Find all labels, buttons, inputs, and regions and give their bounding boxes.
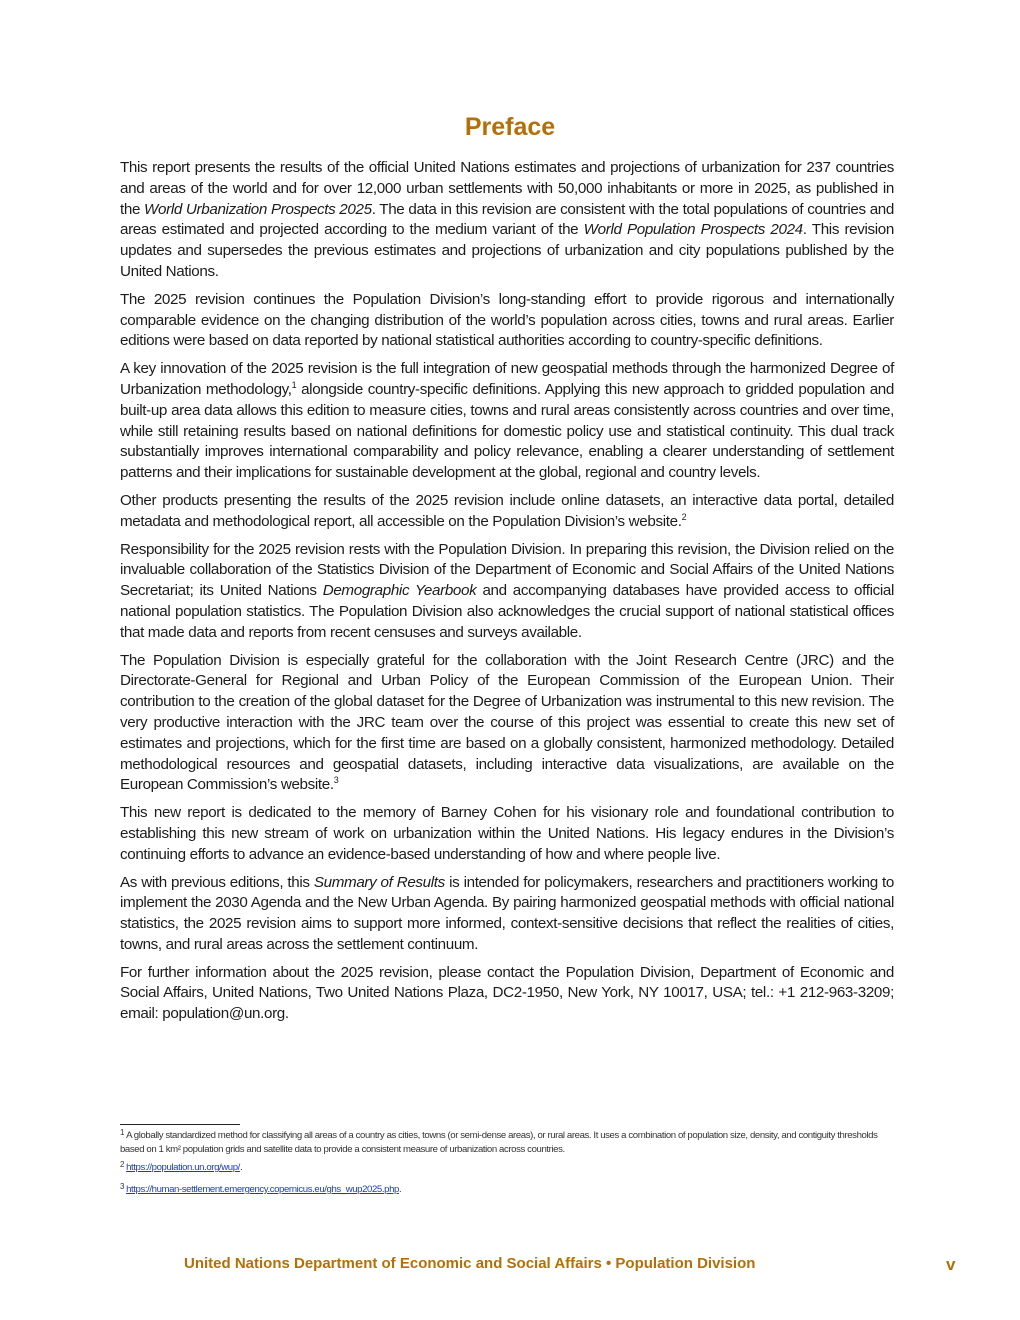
text-run: As with previous editions, this — [120, 873, 314, 891]
text-run: and accompanying databases have provided access to official national population statistics. The Population Division also acknowledges the crucial support of national statistical offices that made data and reports from recent censuses and surveys available. — [120, 582, 894, 641]
text-run: Other products presenting the results of the 2025 revision include online datasets, an interactive data portal, detailed metadata and methodological report, all accessible on the Population Division’s website. — [120, 491, 894, 530]
paragraph — [120, 290, 894, 352]
footnote-number: 1 — [120, 1128, 125, 1137]
page-number: v — [946, 1255, 956, 1274]
footnote-link-ghs-wup[interactable]: https://human-settlement.emergency.copernicus.eu/ghs_wup2025.php — [126, 1184, 399, 1195]
footnote-link-population-wup[interactable]: https://population.un.org/wup/ — [126, 1162, 240, 1173]
text-run: . This revision updates and supersedes the previous estimates and projections of urbanization and city populations published by the United Nations. — [120, 221, 894, 280]
footnote-2 — [120, 1161, 900, 1175]
text-run: alongside country-specific definitions. Applying this new approach to gridded population and built-up area data allows this edition to measure cities, towns and rural areas consistently across countries and over time, while still retaining results based on national definitions for domestic policy use and statistical continuity. This dual track substantially improves international comparability and policy relevance, enabling a clearer understanding of settlement patterns and their implications for sustainable development at the global, regional and country levels. — [120, 380, 894, 482]
footnote-suffix: . — [239, 1162, 243, 1173]
text-run: . The data in this revision are consistent with the total populations of countries and areas estimated and projected according to the medium variant of the — [120, 200, 895, 239]
text-run: A key innovation of the 2025 revision is the full integration of new geospatial methods through the harmonized Degree of Urbanization methodology, — [120, 360, 894, 398]
paragraph — [120, 803, 894, 865]
text-run: Responsibility for the 2025 revision rests with the Population Division. In preparing this revision, the Division relied on the invaluable collaboration of the Statistics Division of the Department of Economic and Social Affairs of the United Nations Secretariat; its United Nations — [120, 540, 894, 600]
footnotes — [120, 1129, 900, 1201]
footnote-divider — [120, 1124, 240, 1125]
footnote-text: A globally standardized method for classifying all areas of a country as cities, towns (or semi-dense areas), or rural areas. It uses a combination of population size, density, and contiguity thresholds based on 1 km² population grids and satellite data to provide a consistent measure of urbanization across countries. — [120, 1130, 878, 1155]
italic-title: World Urbanization Prospects 2025 — [144, 200, 372, 218]
footnote-number: 3 — [120, 1182, 125, 1191]
page-footer: United Nations Department of Economic and Social Affairs • Population Division — [184, 1255, 756, 1272]
paragraph — [120, 158, 894, 283]
page-title: Preface — [464, 113, 556, 141]
preface-body — [120, 158, 894, 1032]
paragraph — [120, 651, 894, 797]
footnote-suffix: . — [398, 1184, 402, 1195]
footnote-1 — [120, 1129, 900, 1157]
footnote-number: 2 — [120, 1160, 125, 1169]
text-run: This report presents the results of the official United Nations estimates and projections of urbanization for 237 countries and areas of the world and for over 12,000 urban settlements with 50,000 inhabitants or more in 2025, as published in the — [120, 159, 894, 218]
text-run: The Population Division is especially grateful for the collaboration with the Joint Research Centre (JRC) and the Directorate-General for Regional and Urban Policy of the European Commission of the European Union. Their contribution to the creation of the global dataset for the Degree of Urbanization was instrumental to this new revision. The very productive interaction with the JRC team over the course of this project was essential to create this new set of estimates and projections, which for the first time are based on a globally consistent, harmonized methodology. Detailed methodological resources and geospatial datasets, including interactive data visualizations, are available on the European Commission’s website. — [120, 651, 894, 794]
paragraph — [120, 491, 894, 533]
italic-title: Summary of Results — [313, 873, 445, 891]
footnote-ref: 2 — [681, 511, 687, 522]
text-run: For further information about the 2025 revision, please contact the Population Division, Department of Economic and Social Affairs, United Nations, Two United Nations Plaza, DC2-1950, New York, NY 10017, USA; tel.: +1 212-963-3209; email: population@un.org. — [120, 963, 894, 1023]
italic-title: World Population Prospects 2024 — [583, 221, 803, 239]
italic-title: Demographic Yearbook — [322, 582, 477, 600]
paragraph — [120, 359, 894, 484]
paragraph — [120, 873, 894, 956]
text-run: is intended for policymakers, researchers and practitioners working to implement the 2030 Agenda and the New Urban Agenda. By pairing harmonized geospatial methods with official national statistics, the 2025 revision aims to support more informed, context-sensitive decisions that reflect the realities of cities, towns, and rural areas across the settlement continuum. — [120, 873, 894, 953]
footnote-ref: 3 — [333, 775, 339, 786]
footnote-ref: 1 — [291, 379, 297, 390]
text-run: The 2025 revision continues the Population Division’s long-standing effort to provide rigorous and internationally comparable evidence on the changing distribution of the world’s population across cities, towns and rural areas. Earlier editions were based on data reported by national statistical authorities according to country-specific definitions. — [120, 290, 894, 350]
text-run: This new report is dedicated to the memory of Barney Cohen for his visionary role and foundational contribution to establishing this new stream of work on urbanization within the United Nations. His legacy endures in the Division’s continuing efforts to advance an evidence-based understanding of how and where people live. — [120, 804, 894, 863]
footnote-3 — [120, 1183, 900, 1197]
paragraph — [120, 963, 894, 1025]
paragraph — [120, 540, 894, 644]
